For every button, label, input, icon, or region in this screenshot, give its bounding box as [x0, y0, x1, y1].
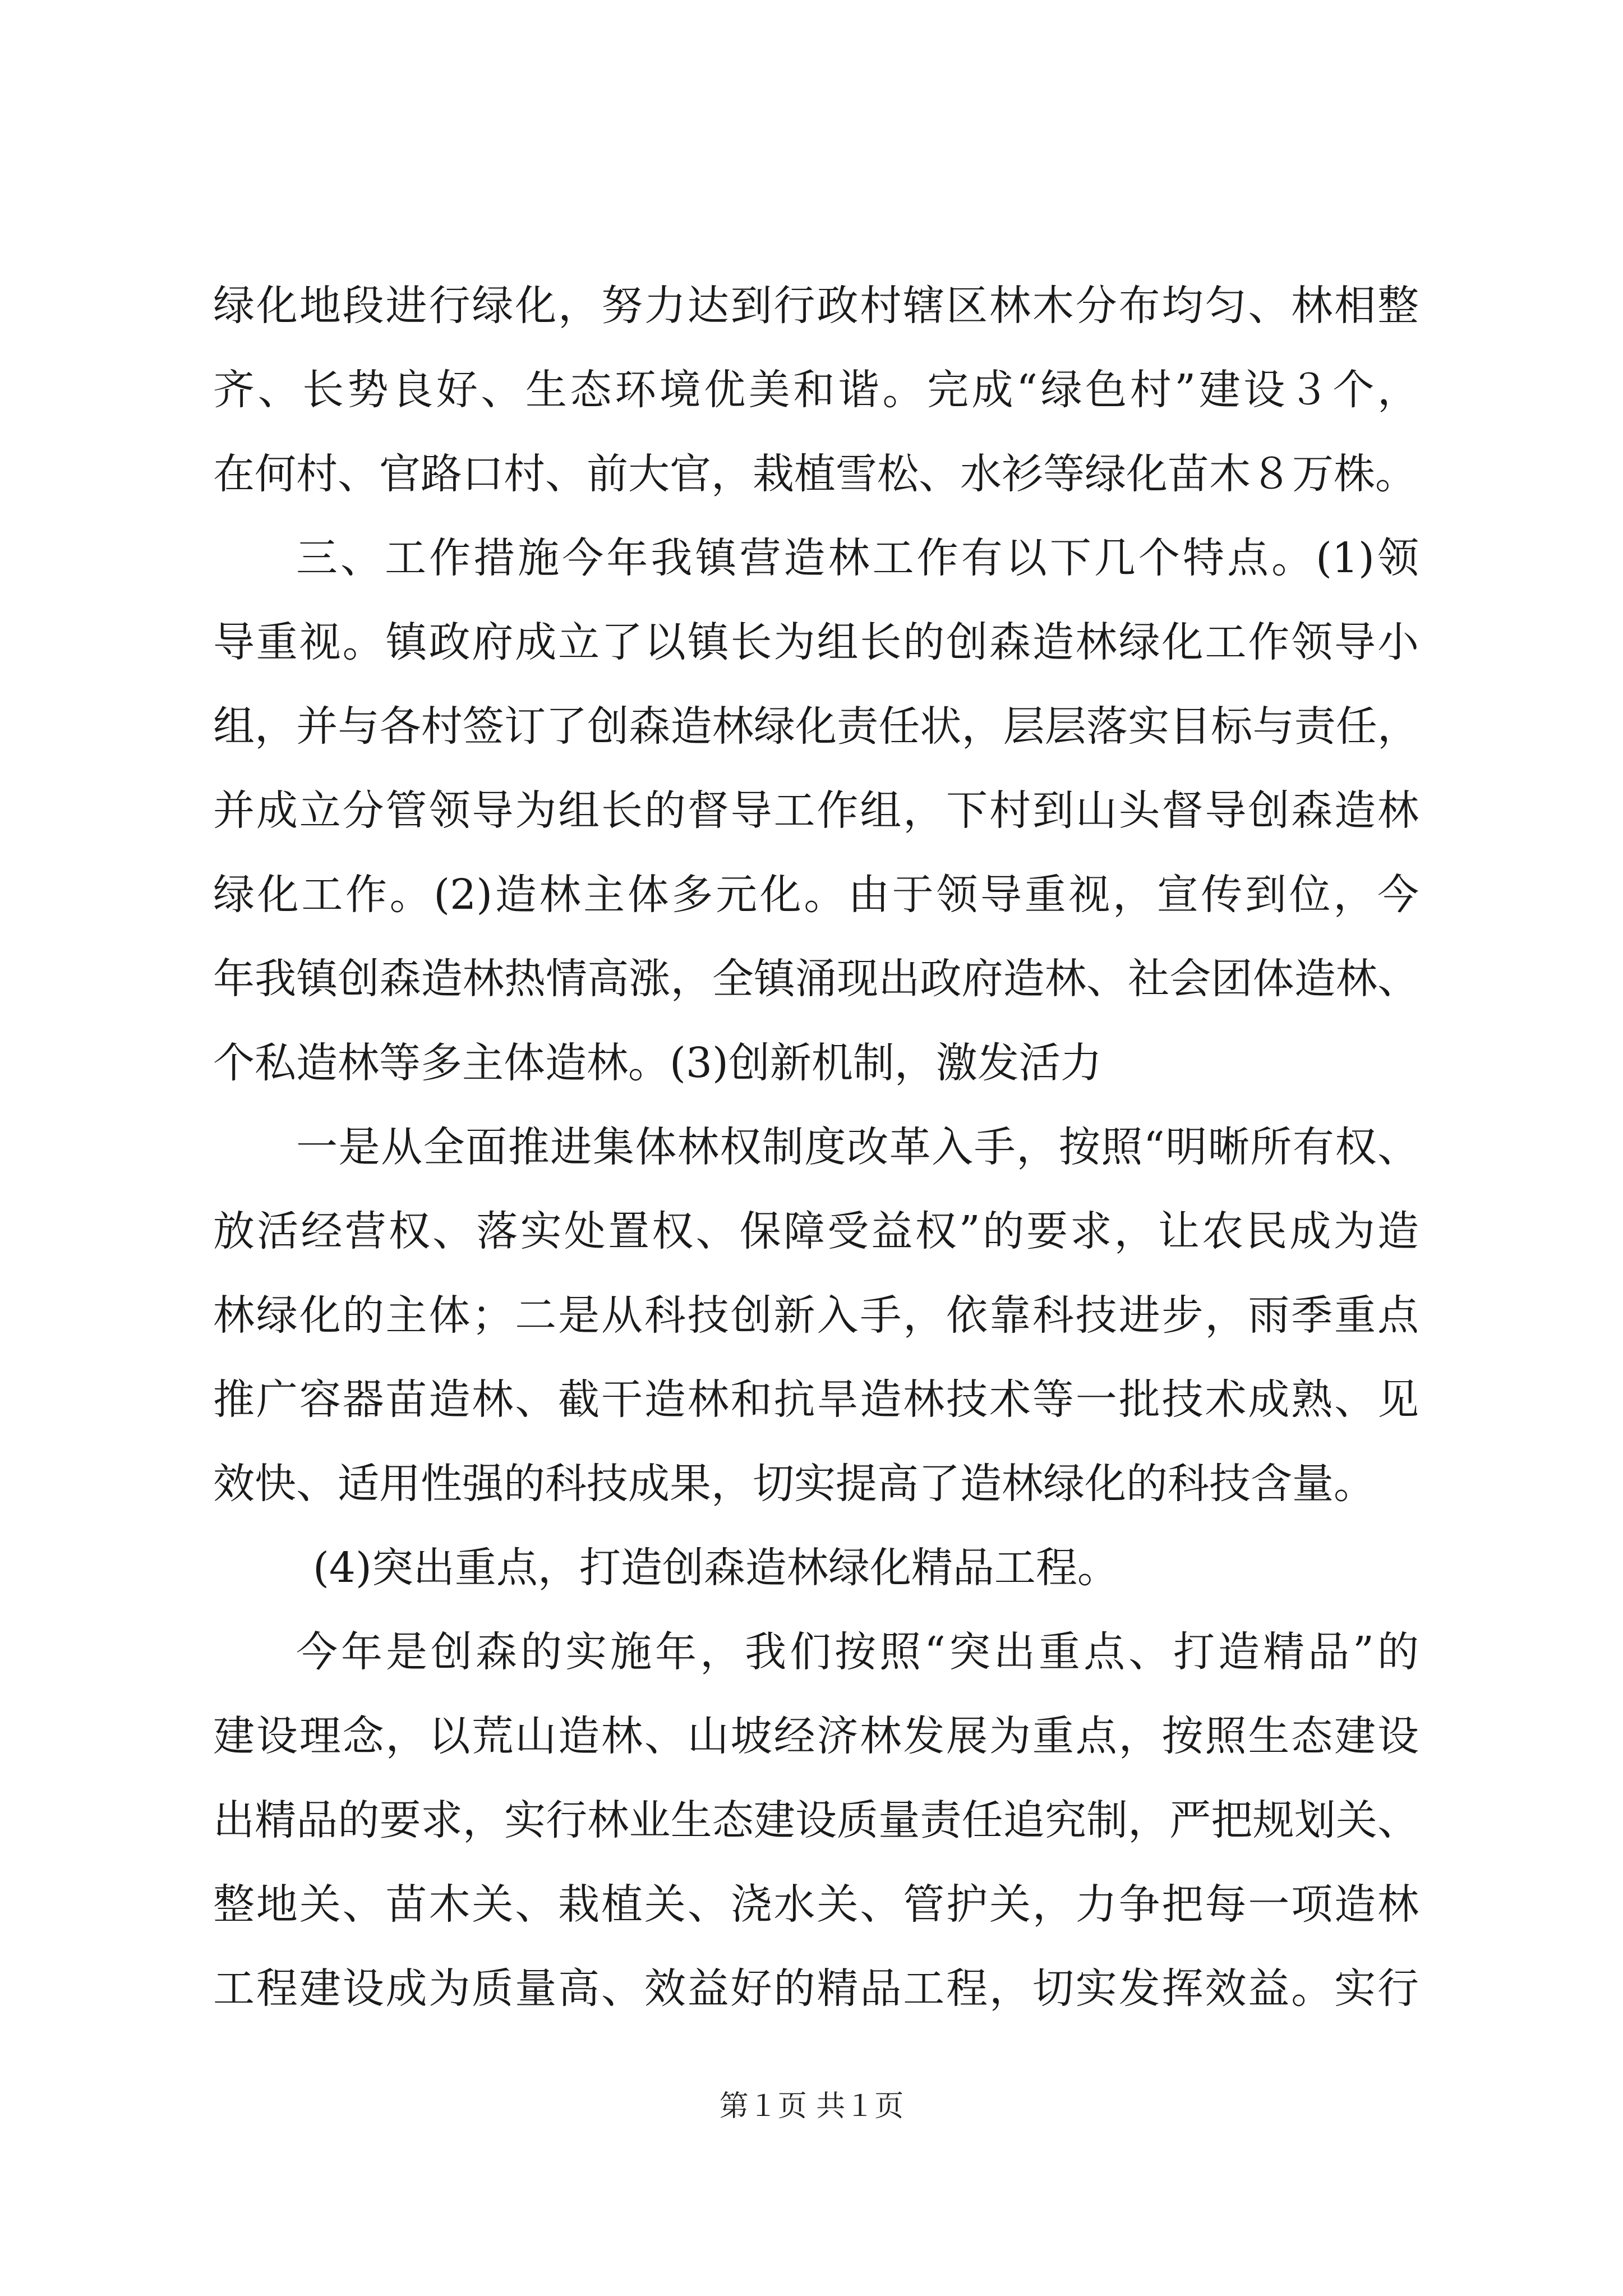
- paragraph-line: 齐、长势良好、生态环境优美和谐。完成“绿色村”建设３个，: [213, 366, 1419, 414]
- paragraph-line: 组，并与各村签订了创森造林绿化责任状，层层落实目标与责任，: [213, 702, 1419, 751]
- paragraph-line: 效快、适用性强的科技成果，切实提高了造林绿化的科技含量。: [213, 1460, 1375, 1508]
- paragraph-line: 年我镇创森造林热情高涨，全镇涌现出政府造林、社会团体造林、: [213, 955, 1419, 1003]
- document-body: [213, 264, 1419, 2031]
- paragraph-line: 整地关、苗木关、栽植关、浇水关、管护关，力争把每一项造林: [213, 1880, 1419, 1929]
- paragraph-line: 放活经营权、落实处置权、保障受益权”的要求，让农民成为造: [213, 1207, 1419, 1255]
- paragraph-line: 工程建设成为质量高、效益好的精品工程，切实发挥效益。实行: [213, 1964, 1419, 2013]
- paragraph-line: 绿化地段进行绿化，努力达到行政村辖区林木分布均匀、林相整: [213, 282, 1419, 330]
- paragraph-line: 一是从全面推进集体林权制度改革入手，按照“明晰所有权、: [296, 1123, 1419, 1171]
- paragraph-line: 导重视。镇政府成立了以镇长为组长的创森造林绿化工作领导小: [213, 618, 1419, 666]
- page-footer: 第１页 共１页: [719, 2090, 904, 2123]
- paragraph-line: (4)突出重点，打造创森造林绿化精品工程。: [313, 1544, 1119, 1592]
- paragraph-line: 推广容器苗造林、截干造林和抗旱造林技术等一批技术成熟、见: [213, 1375, 1419, 1424]
- paragraph-line: 个私造林等多主体造林。(3)创新机制，激发活力: [213, 1039, 1102, 1087]
- paragraph-line: 建设理念，以荒山造林、山坡经济林发展为重点，按照生态建设: [213, 1712, 1419, 1760]
- paragraph-line: 在何村、官路口村、前大官，栽植雪松、水衫等绿化苗木８万株。: [213, 450, 1417, 498]
- paragraph-line: 并成立分管领导为组长的督导工作组，下村到山头督导创森造林: [213, 786, 1419, 835]
- paragraph-line: 绿化工作。(2)造林主体多元化。由于领导重视，宣传到位，今: [213, 871, 1419, 919]
- paragraph-line: 林绿化的主体；二是从科技创新入手，依靠科技进步，雨季重点: [213, 1291, 1419, 1340]
- paragraph-line: 三、工作措施今年我镇营造林工作有以下几个特点。(1)领: [296, 534, 1419, 582]
- paragraph-line: 今年是创森的实施年，我们按照“突出重点、打造精品”的: [296, 1628, 1419, 1676]
- paragraph-line: 出精品的要求，实行林业生态建设质量责任追究制，严把规划关、: [213, 1796, 1419, 1844]
